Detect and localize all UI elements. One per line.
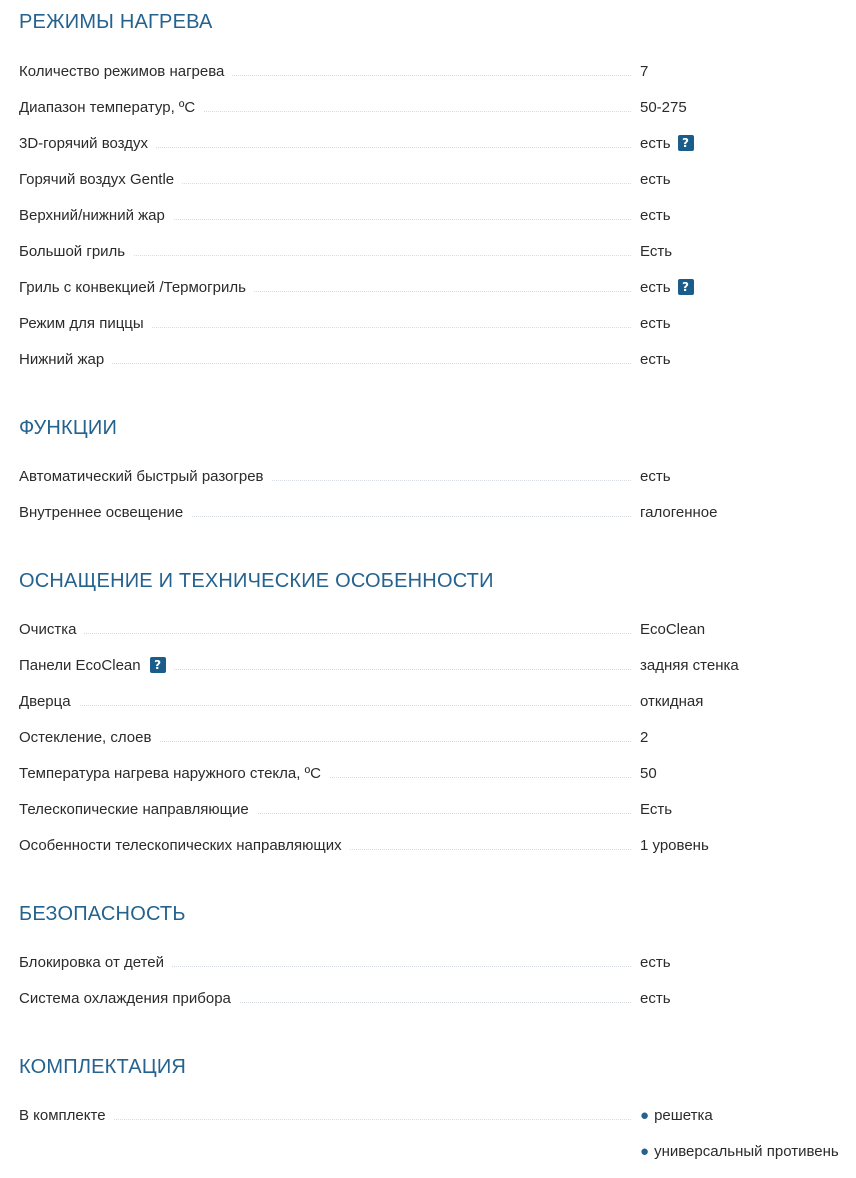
spec-label: Верхний/нижний жар xyxy=(19,204,173,228)
bullet-icon: ● xyxy=(640,1107,650,1124)
spec-value: Есть xyxy=(640,801,673,818)
spec-row xyxy=(19,762,856,786)
spec-row xyxy=(19,987,856,1011)
spec-label: Температура нагрева наружного стекла, ºC xyxy=(19,762,329,786)
spec-label: Нижний жар xyxy=(19,348,112,372)
spec-label: Режим для пиццы xyxy=(19,312,152,336)
bullet-icon: ● xyxy=(640,1143,650,1160)
spec-row xyxy=(19,951,856,975)
spec-value: есть xyxy=(640,990,671,1007)
spec-value: 7 xyxy=(640,63,649,80)
spec-value: Есть xyxy=(640,243,673,260)
spec-label: Очистка xyxy=(19,618,84,642)
spec-label: Автоматический быстрый разогрев xyxy=(19,465,272,489)
spec-value: есть xyxy=(640,351,671,368)
spec-label: Гриль с конвекцией /Термогриль xyxy=(19,276,254,300)
spec-value: есть xyxy=(640,954,671,971)
spec-label: Большой гриль xyxy=(19,240,133,264)
spec-label: Дверца xyxy=(19,690,79,714)
spec-value-text: есть xyxy=(640,135,671,152)
spec-label-text: Панели EcoClean xyxy=(19,657,141,674)
spec-value-with-help xyxy=(640,132,694,156)
help-icon[interactable]: ? xyxy=(678,135,694,151)
spec-label: Блокировка от детей xyxy=(19,951,172,975)
section-title-package: КОМПЛЕКТАЦИЯ xyxy=(19,1056,187,1078)
spec-row xyxy=(19,132,856,156)
spec-value-text: есть xyxy=(640,279,671,296)
spec-label: Горячий воздух Gentle xyxy=(19,168,182,192)
spec-value: 2 xyxy=(640,729,649,746)
spec-row xyxy=(19,501,856,525)
spec-label: Диапазон температур, ºC xyxy=(19,96,203,120)
spec-value-with-help xyxy=(640,276,694,300)
section-title-safety: БЕЗОПАСНОСТЬ xyxy=(19,903,186,925)
spec-row xyxy=(19,465,856,489)
spec-value: задняя стенка xyxy=(640,657,739,674)
section-title-heating-modes: РЕЖИМЫ НАГРЕВА xyxy=(19,11,213,33)
spec-row xyxy=(19,798,856,822)
spec-value: 50-275 xyxy=(640,99,687,116)
spec-label: 3D-горячий воздух xyxy=(19,132,156,156)
spec-row xyxy=(19,96,856,120)
spec-row xyxy=(19,240,856,264)
spec-label: Внутреннее освещение xyxy=(19,501,191,525)
spec-value: 50 xyxy=(640,765,657,782)
dotted-leader xyxy=(19,633,631,634)
spec-row xyxy=(19,834,856,858)
spec-row xyxy=(19,276,856,300)
spec-row xyxy=(19,60,856,84)
spec-label: Телескопические направляющие xyxy=(19,798,257,822)
spec-row xyxy=(19,726,856,750)
spec-value: есть xyxy=(640,171,671,188)
spec-value: галогенное xyxy=(640,504,718,521)
package-item xyxy=(640,1140,839,1164)
spec-value: есть xyxy=(640,207,671,224)
spec-row xyxy=(19,618,856,642)
package-item xyxy=(640,1104,713,1128)
spec-value: 1 уровень xyxy=(640,837,709,854)
spec-row xyxy=(19,348,856,372)
section-title-equipment: ОСНАЩЕНИЕ И ТЕХНИЧЕСКИЕ ОСОБЕННОСТИ xyxy=(19,570,494,592)
spec-row xyxy=(19,204,856,228)
spec-label: В комплекте xyxy=(19,1104,114,1128)
spec-label-with-help xyxy=(19,654,174,678)
spec-value: есть xyxy=(640,468,671,485)
package-item-text: решетка xyxy=(654,1107,713,1124)
spec-value: есть xyxy=(640,315,671,332)
spec-row xyxy=(19,312,856,336)
spec-label: Количество режимов нагрева xyxy=(19,60,232,84)
spec-label: Система охлаждения прибора xyxy=(19,987,239,1011)
spec-row xyxy=(19,168,856,192)
spec-row-continuation xyxy=(19,1140,856,1164)
package-item-text: универсальный противень xyxy=(654,1143,839,1160)
spec-label: Остекление, слоев xyxy=(19,726,159,750)
help-icon[interactable]: ? xyxy=(678,279,694,295)
section-title-functions: ФУНКЦИИ xyxy=(19,417,118,439)
spec-label: Особенности телескопических направляющих xyxy=(19,834,350,858)
dotted-leader xyxy=(19,705,631,706)
help-icon[interactable]: ? xyxy=(150,657,166,673)
spec-value: EcoClean xyxy=(640,621,706,638)
spec-value: откидная xyxy=(640,693,704,710)
spec-row xyxy=(19,690,856,714)
spec-row xyxy=(19,654,856,678)
spec-row xyxy=(19,1104,856,1128)
